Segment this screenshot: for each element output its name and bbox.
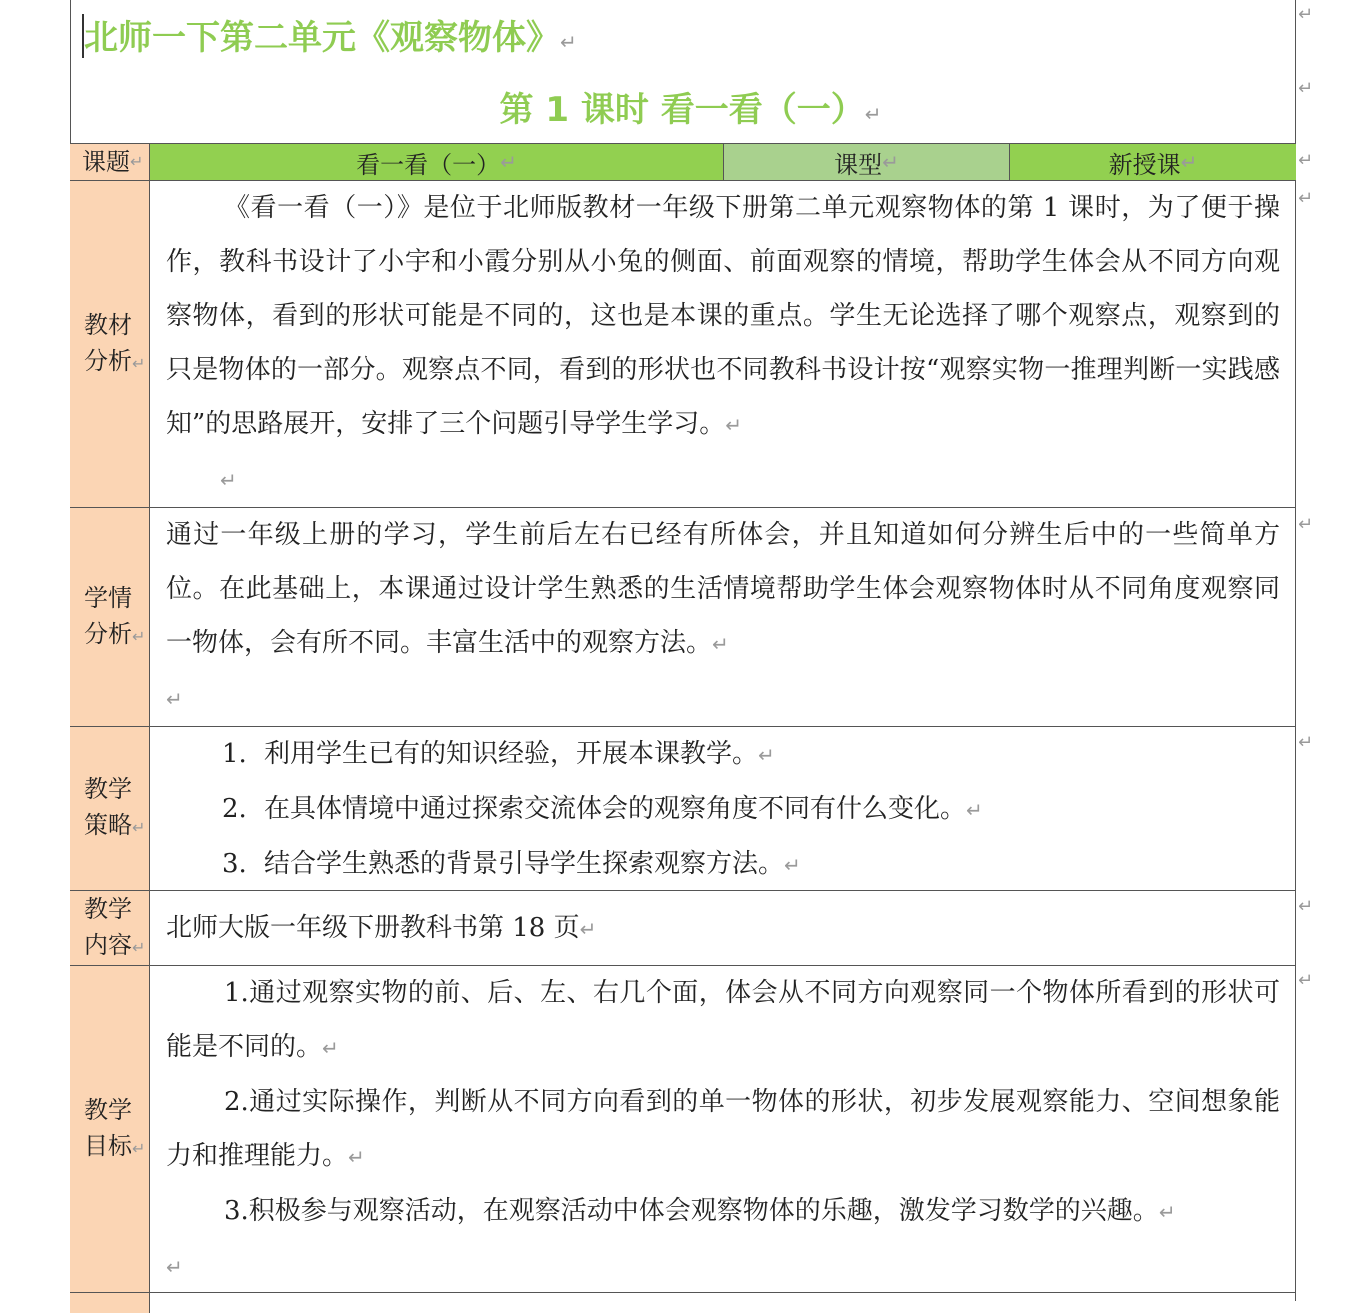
teaching-strategy-label[interactable] xyxy=(70,727,150,890)
label-line: 内容 xyxy=(84,930,132,959)
paragraph-mark: ↵ xyxy=(500,150,517,174)
paragraph-mark: ↵ xyxy=(132,818,146,837)
paragraph-mark: ↵ xyxy=(560,30,577,54)
student-analysis-label[interactable] xyxy=(70,508,150,726)
next-row-partial xyxy=(70,1293,1296,1313)
table-header-row xyxy=(70,143,1296,180)
paragraph-mark: ↵ xyxy=(130,152,144,171)
label-line: 策略 xyxy=(84,811,132,839)
goal-item xyxy=(166,966,1280,1075)
row-end-mark: ↵ xyxy=(1298,970,1314,991)
paragraph-mark: ↵ xyxy=(758,743,775,767)
teaching-content-label[interactable] xyxy=(70,891,150,965)
label-line: 教学 xyxy=(84,894,132,923)
label-line: 学情 xyxy=(84,583,132,612)
paragraph-mark: ↵ xyxy=(322,1036,339,1060)
paragraph-mark: ↵ xyxy=(1180,150,1198,174)
teaching-strategy-cell[interactable] xyxy=(150,727,1296,890)
goal-text: 2.通过实际操作，判断从不同方向看到的单一物体的形状，初步发展观察能力、空间想象能力和推理能力。 xyxy=(166,1087,1280,1171)
label-line: 分析 xyxy=(84,619,132,648)
paragraph-mark: ↵ xyxy=(132,353,146,373)
document-title-text: 北师一下第二单元《观察物体》 xyxy=(84,18,560,58)
row-end-mark: ↵ xyxy=(1298,514,1314,535)
empty-paragraph xyxy=(166,671,1280,726)
label-line: 目标 xyxy=(84,1131,132,1160)
material-analysis-cell[interactable] xyxy=(150,181,1296,507)
list-item-text: 在具体情境中通过探索交流体会的观察角度不同有什么变化。 xyxy=(264,794,967,824)
next-row-label xyxy=(70,1293,150,1313)
student-analysis-row xyxy=(70,507,1296,726)
paragraph-mark: ↵ xyxy=(864,102,882,126)
list-item xyxy=(166,727,1280,782)
lesson-subtitle[interactable] xyxy=(0,82,1371,131)
row-end-mark: ↵ xyxy=(1298,78,1314,99)
type-value: 新授课 xyxy=(1108,150,1181,179)
type-value-cell[interactable] xyxy=(1010,144,1296,180)
lesson-plan-table xyxy=(70,143,1296,1313)
row-end-mark: ↵ xyxy=(1298,4,1314,25)
goal-text: 1.通过观察实物的前、后、左、右几个面，体会从不同方向观察同一个物体所看到的形状可能是不同的。 xyxy=(166,978,1280,1062)
paragraph-mark: ↵ xyxy=(784,853,801,877)
document-title[interactable] xyxy=(84,10,577,59)
student-analysis-body: 通过一年级上册的学习，学生前后左右已经有所体会，并且知道如何分辨生后中的一些简单方位。在此基础上，本课通过设计学生熟悉的生活情境帮助学生体会观察物体时从不同角度观察同一物体，会有所不同。丰富生活中的观察方法。 xyxy=(166,520,1280,658)
teaching-content-text xyxy=(166,901,596,956)
paragraph-mark: ↵ xyxy=(882,150,899,174)
label-line: 教材 xyxy=(84,310,132,339)
list-number: 3. xyxy=(222,849,247,879)
student-analysis-cell[interactable] xyxy=(150,508,1296,726)
paragraph-mark: ↵ xyxy=(348,1145,365,1169)
paragraph-mark: ↵ xyxy=(712,632,729,656)
list-item xyxy=(166,782,1280,837)
teaching-goals-label[interactable] xyxy=(70,966,150,1292)
student-analysis-text xyxy=(166,508,1280,671)
paragraph-mark: ↵ xyxy=(132,1138,146,1158)
paragraph-mark: ↵ xyxy=(220,468,237,492)
label-line: 分析 xyxy=(84,346,132,375)
paragraph-mark: ↵ xyxy=(132,626,146,646)
empty-paragraph xyxy=(166,452,1280,507)
label-line: 教学 xyxy=(84,1095,132,1124)
topic-value: 看一看（一） xyxy=(356,150,501,179)
paragraph-mark: ↵ xyxy=(725,413,743,437)
type-label-cell[interactable] xyxy=(724,144,1010,180)
material-analysis-row xyxy=(70,180,1296,507)
topic-label-cell[interactable] xyxy=(70,144,150,180)
row-end-mark: ↵ xyxy=(1298,896,1314,917)
row-end-mark: ↵ xyxy=(1298,150,1314,171)
teaching-content-body: 北师大版一年级下册教科书第 18 页 xyxy=(166,912,580,943)
teaching-goals-row xyxy=(70,965,1296,1293)
paragraph-mark: ↵ xyxy=(166,1255,183,1279)
material-analysis-text xyxy=(166,181,1280,452)
teaching-strategy-row xyxy=(70,726,1296,890)
goal-text: 3.积极参与观察活动，在观察活动中体会观察物体的乐趣，激发学习数学的兴趣。 xyxy=(224,1196,1159,1226)
strategy-list xyxy=(166,727,1280,892)
teaching-content-row xyxy=(70,890,1296,965)
list-item-text: 利用学生已有的知识经验，开展本课教学。 xyxy=(264,739,759,769)
paragraph-mark: ↵ xyxy=(1158,1200,1176,1224)
type-label: 课型 xyxy=(834,150,883,179)
teaching-content-cell[interactable] xyxy=(150,891,1296,965)
list-item xyxy=(166,837,1280,892)
topic-label: 课题 xyxy=(82,148,130,176)
goal-item xyxy=(166,1184,1280,1239)
lesson-subtitle-text: 第 1 课时 看一看（一） xyxy=(499,90,865,130)
list-item-text: 结合学生熟悉的背景引导学生探索观察方法。 xyxy=(264,849,785,879)
label-line: 教学 xyxy=(84,775,132,803)
list-number: 2. xyxy=(222,794,247,824)
material-analysis-label[interactable] xyxy=(70,181,150,507)
material-analysis-body: 《看一看（一）》是位于北师版教材一年级下册第二单元观察物体的第 1 课时，为了便于操作，教科书设计了小宇和小霞分别从小兔的侧面、前面观察的情境，帮助学生体会从不同方向观察物体，看到的形状可能是不同的，这也是本课的重点。学生无论选择了哪个观察点，观察到的只是物体的一部分。观察点不同，看到的形状也不同教科书设计按“观察实物一推理判断一实践感知”的思路展开，安排了三个问题引导学生学习。 xyxy=(166,193,1280,439)
teaching-goals-cell[interactable] xyxy=(150,966,1296,1292)
paragraph-mark: ↵ xyxy=(579,916,597,941)
list-number: 1. xyxy=(222,739,247,769)
row-end-mark: ↵ xyxy=(1298,732,1314,753)
paragraph-mark: ↵ xyxy=(166,687,183,711)
paragraph-mark: ↵ xyxy=(132,937,146,957)
goal-item xyxy=(166,1075,1280,1184)
row-end-mark: ↵ xyxy=(1298,188,1314,209)
topic-value-cell[interactable] xyxy=(150,144,724,180)
empty-paragraph xyxy=(166,1239,1280,1294)
paragraph-mark: ↵ xyxy=(966,798,983,822)
